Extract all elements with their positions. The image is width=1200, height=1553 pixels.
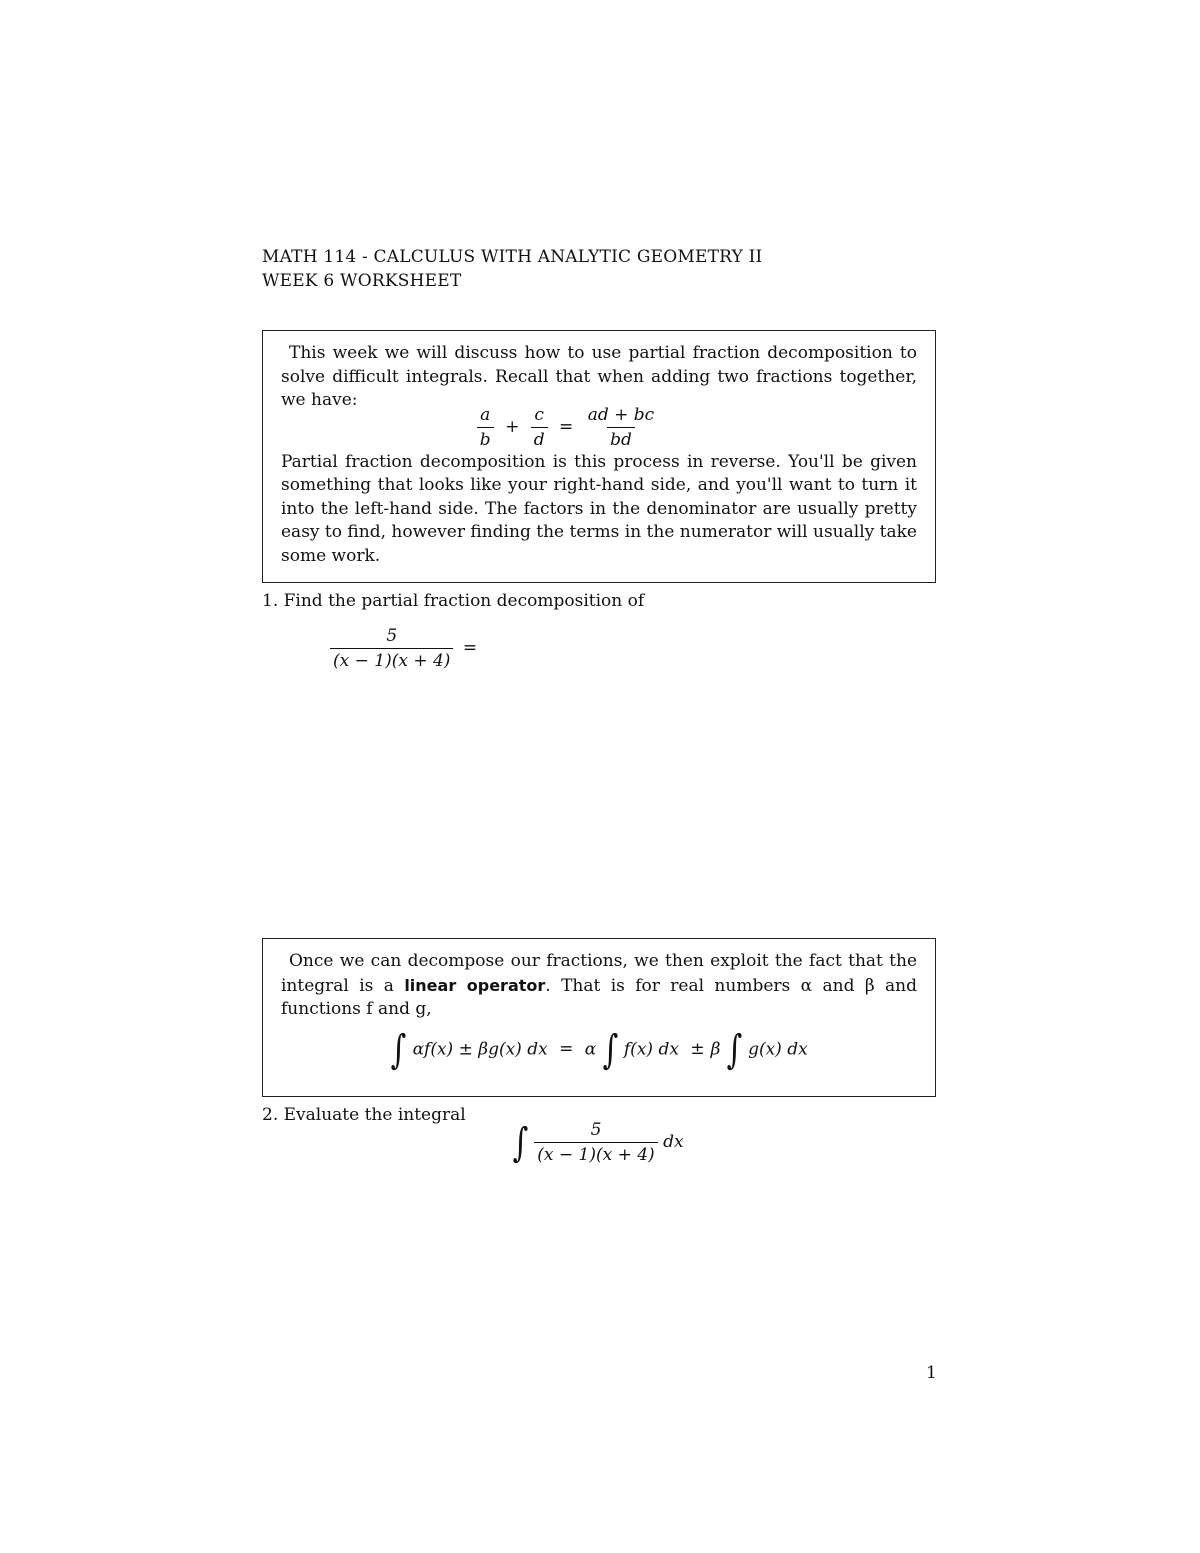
linearity-equals: = [559,1039,574,1059]
integral-sign: ∫ [512,1119,529,1166]
problem-1-numerator: 5 [386,626,398,646]
denominator-bd: bd [607,427,635,450]
integral-lhs-integrand: αf(x) ± βg(x) dx [412,1039,548,1059]
alpha-coefficient: α [584,1039,597,1059]
numerator-c: c [534,404,544,425]
problem-2-fraction [534,1120,657,1165]
linearity-text [281,950,917,1022]
integral-f-term: f(x) dx [623,1039,679,1059]
course-title: MATH 114 - CALCULUS WITH ANALYTIC GEOMETRY II [262,247,763,267]
linearity-text-after: . That is for real numbers α and β and functions f and g, [281,975,918,1019]
denominator-d: d [531,427,548,450]
fraction-a-over-b [477,405,494,450]
integral-g-term: g(x) dx [748,1039,808,1059]
worksheet-title: WEEK 6 WORKSHEET [262,271,462,291]
problem-1-denominator: (x − 1)(x + 4) [330,648,453,671]
integral-sign: ∫ [726,1026,743,1073]
fraction-sum-equation [249,405,885,450]
problem-1-expression [330,626,483,671]
beta-coefficient: β [710,1039,721,1059]
linear-operator-term: linear operator [404,975,546,995]
fraction-c-over-d [531,405,548,450]
linearity-equation [281,1026,917,1073]
linearity-text-before: Once we can decompose our fractions, we then exploit the fact that the integral is a [281,951,917,996]
integral-sign: ∫ [602,1026,618,1073]
problem-1-fraction [330,626,453,671]
intro-text: This week we will discuss how to use partial fraction decomposition to solve difficult integrals. Recall that when adding two fractions together, we have: [281,343,917,410]
intro-box [262,330,936,583]
fraction-sum-result [585,405,657,450]
numerator-a: a [480,404,491,425]
problem-2-numerator: 5 [590,1120,602,1140]
denominator-b: b [477,427,494,450]
problem-2-prompt: 2. Evaluate the integral [262,1105,466,1125]
equals-sign: = [559,416,574,437]
numerator-ad-bc: ad + bc [587,404,655,425]
plus-sign: + [505,416,520,437]
integral-sign: ∫ [390,1026,407,1073]
problem-1-equals: = [462,638,478,658]
plus-minus-sign: ± [690,1039,705,1059]
decomposition-explanation: Partial fraction decomposition is this process in reverse. You'll be given something that looks like your right-hand side, and you'll want to turn it into the left-hand side. The factors in the denominator are usually pretty easy to find, however finding the terms in the numerator will usually take some work. [281,451,917,566]
page-number: 1 [926,1363,937,1383]
linearity-box [262,938,936,1097]
problem-1-prompt: 1. Find the partial fraction decomposition of [262,591,645,611]
problem-2-expression [512,1120,684,1165]
problem-2-denominator: (x − 1)(x + 4) [534,1142,657,1165]
problem-2-dx: dx [663,1132,684,1152]
